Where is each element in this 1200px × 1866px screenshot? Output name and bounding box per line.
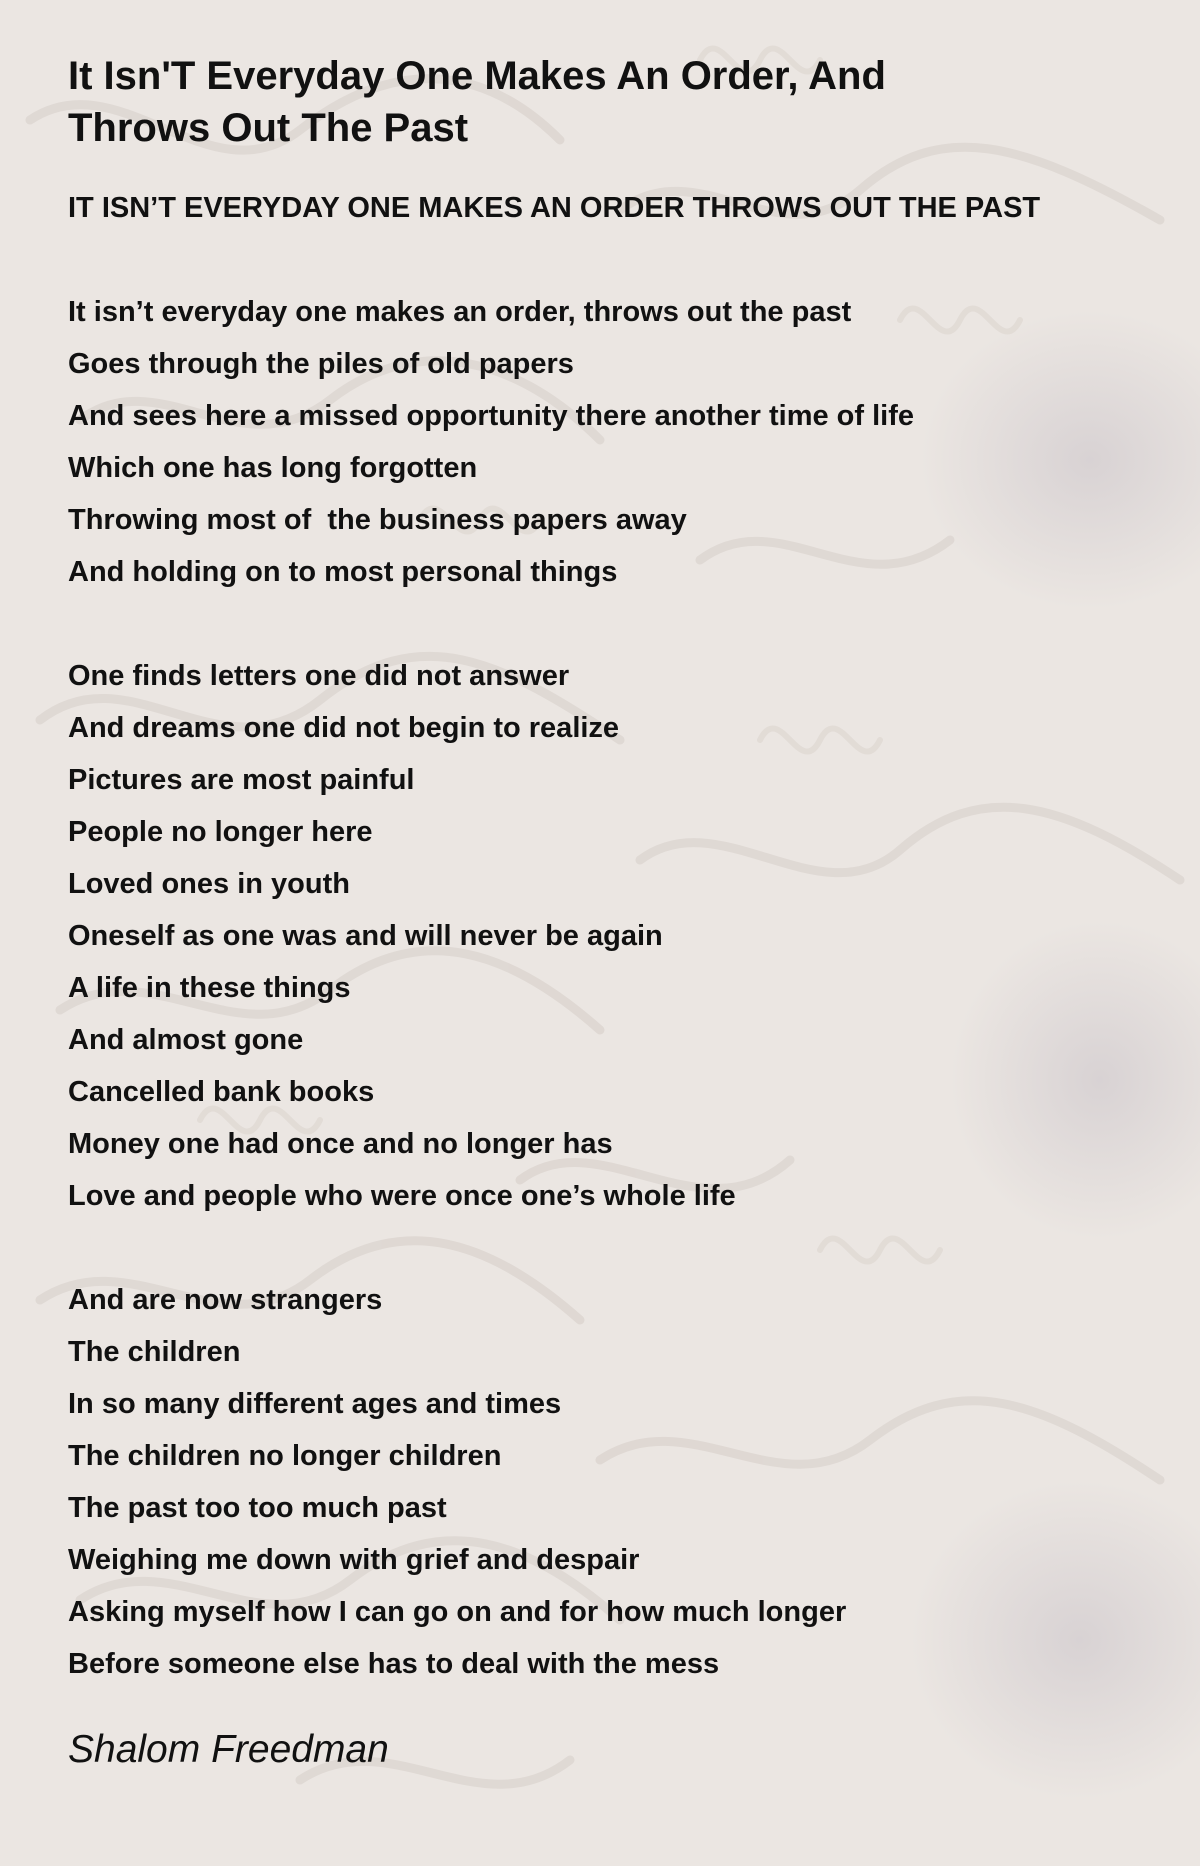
poem-line: And sees here a missed opportunity there another time of life: [68, 400, 915, 432]
poem-body: [68, 286, 1178, 1690]
poem-line: Pictures are most painful: [68, 764, 415, 796]
poem-line: Goes through the piles of old papers: [68, 348, 574, 380]
poem-line: Asking myself how I can go on and for how much longer: [68, 1596, 847, 1628]
poem-stanza: [68, 286, 1178, 598]
poem-line: The children no longer children: [68, 1440, 502, 1472]
poem-title: It Isn'T Everyday One Makes An Order, And Throws Out The Past: [68, 54, 886, 150]
poem-line: The children: [68, 1336, 241, 1368]
poem-line: It isn’t everyday one makes an order, throws out the past: [68, 296, 852, 328]
poem-stanza: [68, 1274, 1178, 1690]
poem-line: And almost gone: [68, 1024, 304, 1056]
poem-line: Before someone else has to deal with the mess: [68, 1648, 720, 1680]
poem-line: Weighing me down with grief and despair: [68, 1544, 640, 1576]
poem-line: One finds letters one did not answer: [68, 660, 570, 692]
poem-line: A life in these things: [68, 972, 351, 1004]
poem-line: And dreams one did not begin to realize: [68, 712, 620, 744]
poem-container: [68, 50, 1178, 1776]
poem-line: Cancelled bank books: [68, 1076, 375, 1108]
poem-line: Throwing most of the business papers away: [68, 504, 687, 536]
poem-subtitle: IT ISN’T EVERYDAY ONE MAKES AN ORDER THROWS OUT THE PAST: [68, 192, 1041, 224]
poem-line: Love and people who were once one’s whole life: [68, 1180, 736, 1212]
poem-line: Oneself as one was and will never be again: [68, 920, 663, 952]
poem-line: And holding on to most personal things: [68, 556, 618, 588]
poem-line: In so many different ages and times: [68, 1388, 562, 1420]
poem-line: Loved ones in youth: [68, 868, 350, 900]
poem-line: Which one has long forgotten: [68, 452, 478, 484]
poem-stanza: [68, 650, 1178, 1222]
poem-line: The past too too much past: [68, 1492, 447, 1524]
poem-line: Money one had once and no longer has: [68, 1128, 613, 1160]
poem-line: People no longer here: [68, 816, 373, 848]
poem-line: And are now strangers: [68, 1284, 383, 1316]
poem-author: Shalom Freedman: [68, 1728, 389, 1771]
